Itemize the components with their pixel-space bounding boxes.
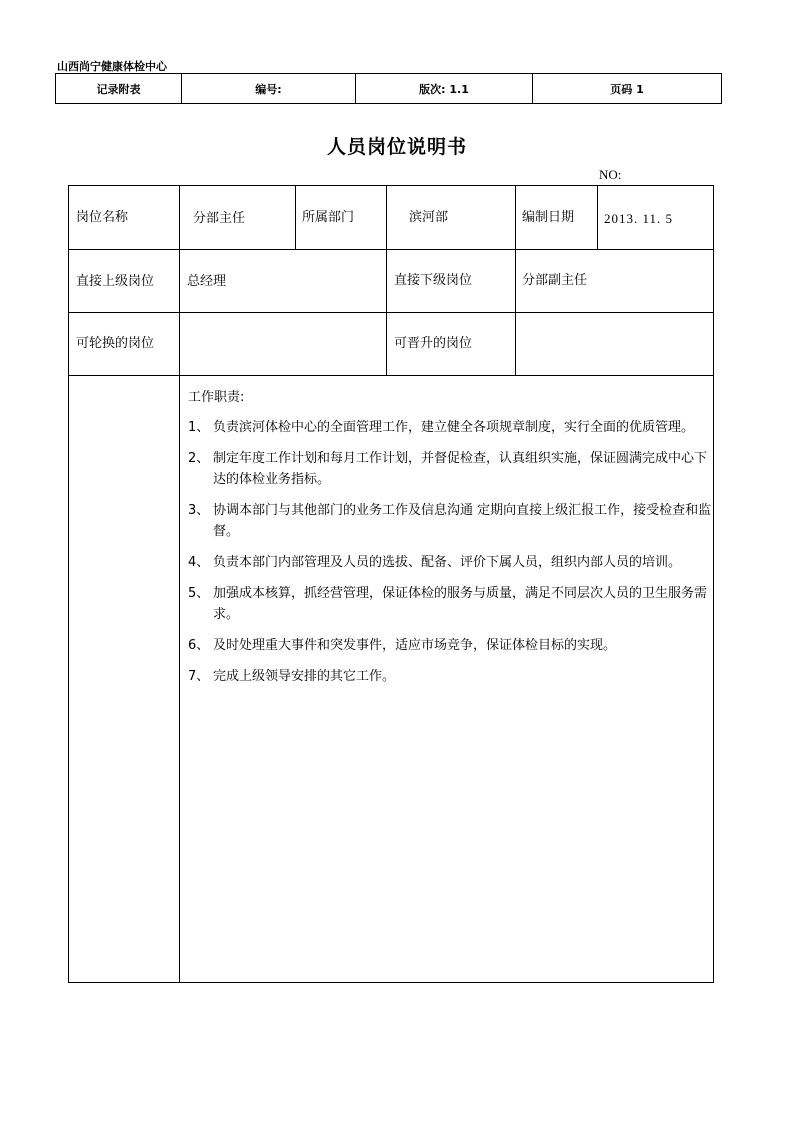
job-duties-section bbox=[188, 388, 712, 697]
document-title: 人员岗位说明书 bbox=[326, 136, 467, 158]
compile-date-label: 编制日期 bbox=[522, 210, 575, 225]
duty-number: 2、 bbox=[188, 451, 210, 466]
duty-number: 1、 bbox=[188, 420, 210, 435]
duty-text: 制定年度工作计划和每月工作计划，并督促检查，认真组织实施，保证圆满完成中心下达的体检业务指标。 bbox=[213, 451, 708, 487]
compile-date-value: 2013. 11. 5 bbox=[604, 211, 674, 226]
duty-item bbox=[188, 583, 712, 625]
position-name-label: 岗位名称 bbox=[76, 210, 129, 225]
duty-item bbox=[188, 666, 712, 687]
row-divider bbox=[69, 249, 713, 250]
department-value: 滨河部 bbox=[409, 210, 449, 225]
duty-text: 负责本部门内部管理及人员的选拔、配备、评价下属人员，组织内部人员的培训。 bbox=[213, 555, 682, 570]
direct-superior-label: 直接上级岗位 bbox=[76, 274, 155, 289]
record-label: 记录附表 bbox=[56, 74, 182, 104]
column-divider bbox=[386, 186, 387, 375]
department-label: 所属部门 bbox=[302, 210, 355, 225]
column-divider bbox=[597, 186, 598, 249]
promotable-position-label: 可晋升的岗位 bbox=[394, 336, 473, 351]
column-divider bbox=[515, 186, 516, 375]
job-description-form bbox=[68, 185, 714, 983]
duty-text: 及时处理重大事件和突发事件，适应市场竞争，保证体检目标的实现。 bbox=[213, 638, 617, 653]
duty-item bbox=[188, 500, 712, 542]
duty-number: 3、 bbox=[188, 503, 210, 518]
duty-number: 6、 bbox=[188, 638, 210, 653]
number-label: 编号: bbox=[182, 74, 356, 104]
duty-number: 5、 bbox=[188, 586, 210, 601]
position-name-value: 分部主任 bbox=[193, 211, 246, 226]
duty-text: 协调本部门与其他部门的业务工作及信息沟通 定期向直接上级汇报工作，接受检查和监督。 bbox=[213, 503, 712, 539]
duty-number: 4、 bbox=[188, 555, 210, 570]
duty-item bbox=[188, 448, 712, 490]
duty-item bbox=[188, 552, 712, 573]
record-header-table bbox=[55, 73, 722, 104]
row-divider bbox=[69, 375, 713, 376]
duty-text: 负责滨河体检中心的全面管理工作，建立健全各项规章制度，实行全面的优质管理。 bbox=[213, 420, 695, 435]
direct-subordinate-value: 分部副主任 bbox=[522, 273, 588, 288]
organization-name: 山西尚宁健康体检中心 bbox=[57, 60, 167, 73]
duty-number: 7、 bbox=[188, 669, 210, 684]
page-label: 页码 1 bbox=[533, 74, 722, 104]
direct-superior-value: 总经理 bbox=[187, 274, 227, 289]
direct-subordinate-label: 直接下级岗位 bbox=[394, 273, 473, 288]
version-label: 版次: 1.1 bbox=[356, 74, 533, 104]
duty-text: 加强成本核算，抓经营管理，保证体检的服务与质量，满足不同层次人员的卫生服务需求。 bbox=[213, 586, 708, 622]
duty-item bbox=[188, 417, 712, 438]
duty-item bbox=[188, 635, 712, 656]
rotatable-position-label: 可轮换的岗位 bbox=[76, 336, 155, 351]
column-divider bbox=[179, 186, 180, 982]
document-number-label: NO: bbox=[599, 167, 622, 182]
column-divider bbox=[295, 186, 296, 249]
duties-heading: 工作职责: bbox=[188, 390, 245, 405]
row-divider bbox=[69, 312, 713, 313]
duty-text: 完成上级领导安排的其它工作。 bbox=[213, 669, 396, 684]
